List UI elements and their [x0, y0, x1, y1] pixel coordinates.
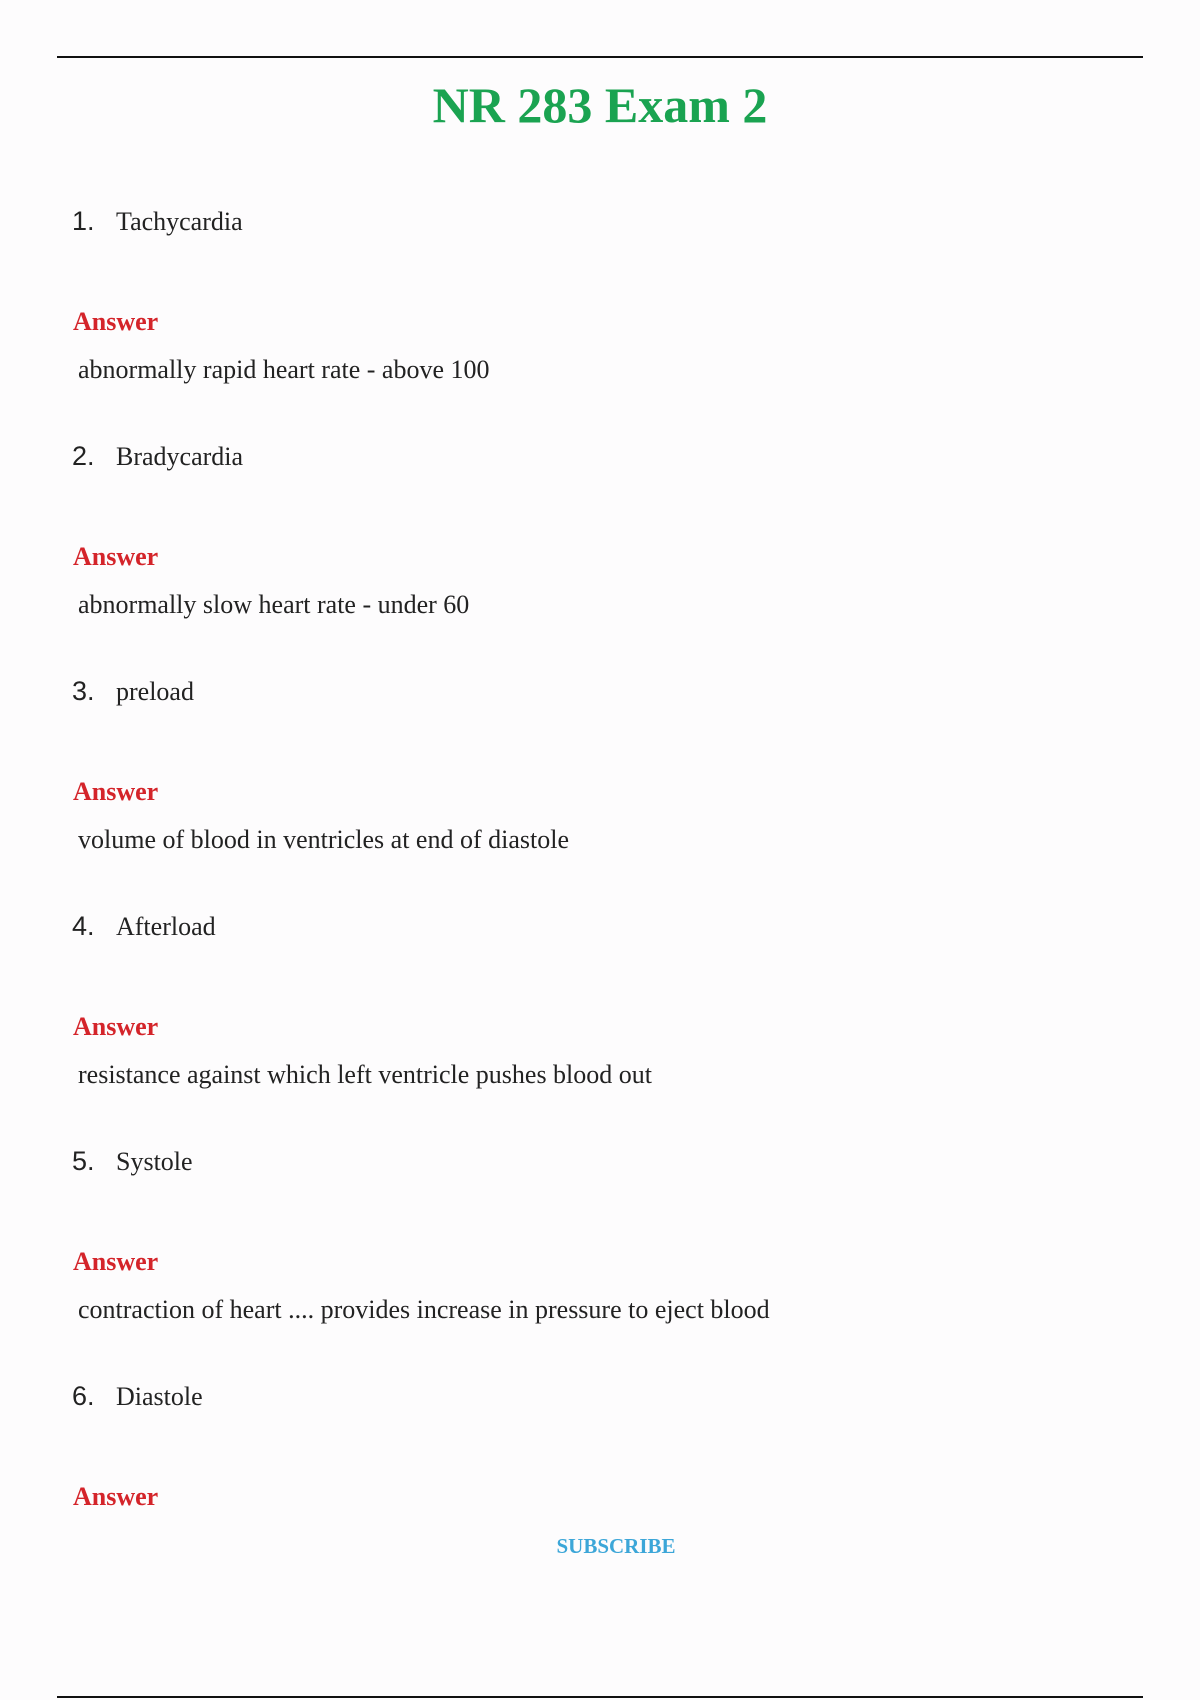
question-number: 3.: [72, 676, 95, 706]
answer-text: abnormally rapid heart rate - above 100: [78, 355, 490, 384]
question-term: Afterload: [116, 912, 216, 941]
question-item: [0, 195, 1200, 430]
top-rule: [57, 56, 1143, 58]
question-row: [72, 676, 194, 716]
answer-label: Answer: [73, 1012, 159, 1041]
bottom-rule: [57, 1696, 1143, 1698]
subscribe-link[interactable]: SUBSCRIBE: [556, 1534, 676, 1558]
answer-label: Answer: [73, 542, 159, 571]
question-item: [0, 900, 1200, 1135]
answer-label: Answer: [73, 777, 159, 806]
answer-label: Answer: [73, 1482, 159, 1511]
answer-text: contraction of heart .... provides increase in pressure to eject blood: [78, 1295, 770, 1324]
question-item: [0, 430, 1200, 665]
question-row: [72, 911, 216, 951]
answer-text: volume of blood in ventricles at end of diastole: [78, 825, 569, 854]
question-number: 4.: [72, 911, 95, 941]
question-number: 2.: [72, 441, 95, 471]
question-row: [72, 441, 243, 481]
answer-label: Answer: [73, 307, 159, 336]
question-term: preload: [116, 677, 194, 706]
answer-text: resistance against which left ventricle pushes blood out: [78, 1060, 653, 1089]
question-term: Tachycardia: [116, 207, 243, 236]
answer-text: abnormally slow heart rate - under 60: [78, 590, 470, 619]
question-row: [72, 1146, 193, 1186]
question-row: [72, 1381, 203, 1421]
question-number: 1.: [72, 206, 95, 236]
page-title: NR 283 Exam 2: [432, 77, 768, 133]
question-term: Diastole: [116, 1382, 203, 1411]
question-list: [0, 195, 1200, 1605]
question-term: Systole: [116, 1147, 193, 1176]
answer-label: Answer: [73, 1247, 159, 1276]
question-term: Bradycardia: [116, 442, 244, 471]
question-row: [72, 206, 243, 246]
question-item: [0, 665, 1200, 900]
question-number: 5.: [72, 1146, 95, 1176]
question-number: 6.: [72, 1381, 95, 1411]
question-item: [0, 1370, 1200, 1605]
question-item: [0, 1135, 1200, 1370]
